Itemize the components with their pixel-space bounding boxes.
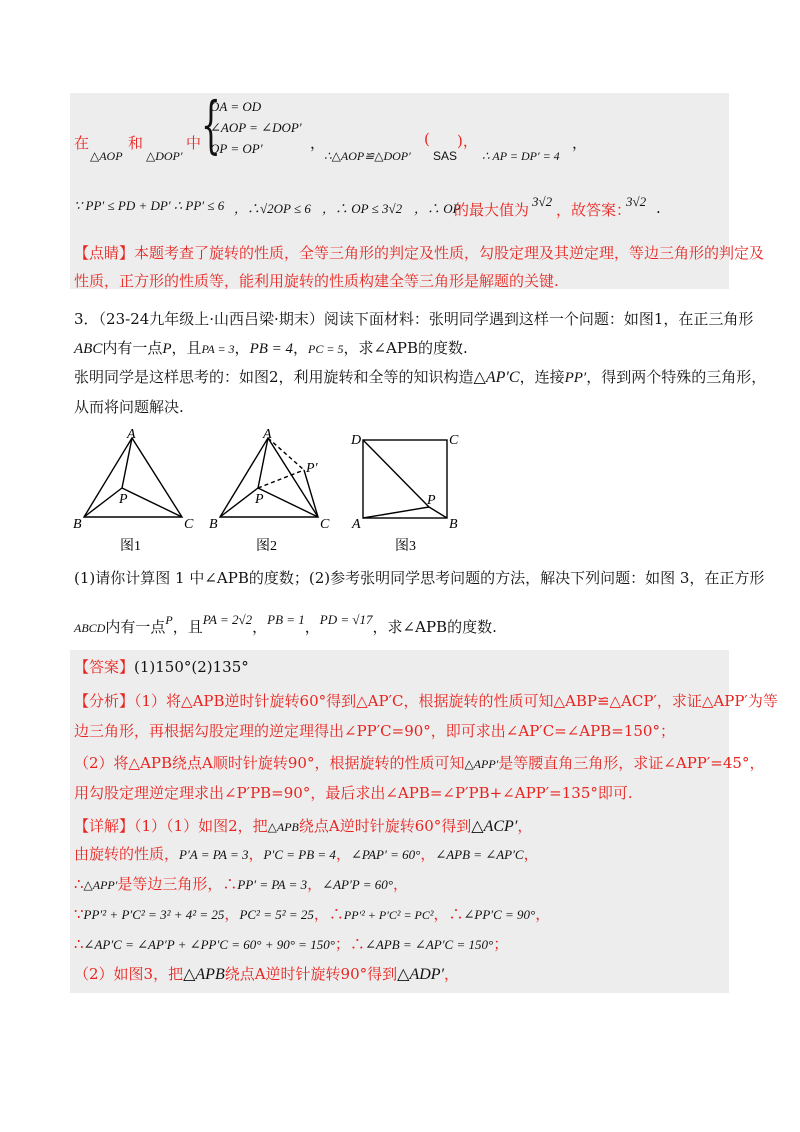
analysis-line-2: 边三角形，再根据勾股定理的逆定理得出∠PP′C=90°，即可求出∠AP′C=∠APB=150°； xyxy=(74,722,675,740)
fig1-pb xyxy=(84,488,122,517)
detail-5d: ∠APB = ∠AP′C = 150° xyxy=(364,937,494,952)
abc-text: ABC xyxy=(74,341,103,357)
fig2-label-c: C xyxy=(320,517,330,532)
answer-content: (1)150°(2)135° xyxy=(134,658,249,676)
analysis-line-4: 用勾股定理逆定理求出∠P′PB=90°，最后求出∠APB=∠P′PB+∠APP′=135°即可. xyxy=(74,784,633,802)
system-brace: { xyxy=(201,88,221,161)
detail-5c: ；∴ xyxy=(334,935,365,953)
detail-4f: PP′² + P′C² = PC² xyxy=(343,908,434,922)
detail-3a: ∴ xyxy=(74,875,84,893)
line2-d: ，∴ OP xyxy=(414,201,461,216)
fig2-cp-prime xyxy=(304,470,318,517)
line2-c: ，∴ OP ≤ 3√2 xyxy=(322,201,403,216)
fig3-label-a: A xyxy=(352,517,361,532)
fig3-label-c: C xyxy=(449,433,459,448)
p-text: P xyxy=(162,341,172,357)
detail-4a: ∵ xyxy=(74,905,84,923)
problem-line-1: 3．（23-24九年级上·山西吕梁·期末）阅读下面材料：张明同学遇到这样一个问题：如图1，在正三角形 xyxy=(74,310,754,328)
paren-close: )， xyxy=(457,132,478,150)
analysis-tri-app: △APP′ xyxy=(464,757,499,771)
q-inside-text: 内有一点 xyxy=(105,618,166,636)
system-line-3: OP = OP′ xyxy=(210,141,263,156)
detail-2c: ， xyxy=(248,845,264,863)
ask-apb: ，求∠APB的度数. xyxy=(343,339,468,357)
detail-2e: ， xyxy=(335,845,351,863)
detail-3f: ， xyxy=(307,875,323,893)
mid-word: 中 xyxy=(186,134,202,152)
think-text: 张明同学是这样思考的：如图2，利用旋转和全等的知识构造 xyxy=(74,368,474,386)
detail-2i: ， xyxy=(523,845,539,863)
detail-line-4 xyxy=(74,903,550,924)
detail-4i: ， xyxy=(535,905,551,923)
fig2-pb xyxy=(220,488,258,517)
fig2-label-b: B xyxy=(209,517,218,532)
comment-text-1: 本题考查了旋转的性质，全等三角形的判定及性质，勾股定理及其逆定理，等边三角形的判定及 xyxy=(134,244,765,262)
comment-line-2: 性质，正方形的性质等，能利用旋转的性质构建全等三角形是解题的关键. xyxy=(74,272,559,290)
pc-value: PC = 5 xyxy=(308,342,344,356)
tri-dop: △DOP′ xyxy=(146,149,183,163)
fig1-label-a: A xyxy=(127,427,136,442)
analysis-line-1 xyxy=(74,690,778,711)
answer-line xyxy=(74,656,249,677)
line2-e: 的最大值为 xyxy=(454,201,530,219)
sep-2: ， xyxy=(293,339,309,357)
analysis-text-1: （1）将△APB逆时针旋转60°得到△AP′C，根据旋转的性质可知△ABP≌△ACP′，求证△APP′为等 xyxy=(134,692,778,710)
detail-3c: 是等边三角形， xyxy=(117,875,223,893)
connect-text: ，连接 xyxy=(519,368,565,386)
detail-1e: ， xyxy=(517,817,533,835)
fig2-label-p-prime: P′ xyxy=(306,461,318,476)
detail-6d: △ADP′ xyxy=(397,966,445,983)
comment-label: 【点睛】 xyxy=(74,244,135,262)
comment-line-1 xyxy=(74,242,764,263)
ap-equation: ∴ AP = DP′ = 4 xyxy=(482,149,560,163)
q-sep-1: ， xyxy=(252,618,268,636)
detail-6c: 绕点A逆时针旋转90°得到 xyxy=(224,965,398,983)
pa-value: PA = 3 xyxy=(201,342,235,356)
detail-4e: ，∴ xyxy=(313,905,344,923)
analysis-label: 【分析】 xyxy=(74,692,135,710)
detail-4h: ∠PP′C = 90° xyxy=(463,907,536,922)
line2-i: . xyxy=(656,199,661,217)
sas-label: SAS xyxy=(433,149,458,163)
pb-value: PB = 4 xyxy=(249,341,294,357)
fig1-label-c: C xyxy=(184,517,194,532)
detail-1c: 绕点A逆时针旋转60°得到 xyxy=(298,817,472,835)
fig1-label-b: B xyxy=(73,517,82,532)
line2-h: 3√2 xyxy=(626,194,647,209)
line2-g: ，故答案： xyxy=(556,201,632,219)
detail-line-2 xyxy=(74,843,539,864)
detail-5b: ∠AP′C = ∠AP′P + ∠PP′C = 60° + 90° = 150° xyxy=(83,937,335,952)
problem-line-3 xyxy=(74,366,766,387)
detail-4c: ， xyxy=(224,905,240,923)
detail-2a: 由旋转的性质， xyxy=(74,845,180,863)
fig2-caption: 图2 xyxy=(256,539,277,554)
q-ask-apb: ，求∠APB的度数. xyxy=(372,618,497,636)
detail-2f: ∠PAP′ = 60° xyxy=(350,847,421,862)
figures-area xyxy=(60,420,480,560)
pp-text: PP′ xyxy=(564,370,587,386)
q-sep-2: ， xyxy=(304,618,320,636)
fig3-label-p: P xyxy=(427,493,436,508)
detail-5a: ∴ xyxy=(74,935,84,953)
fig3-pd xyxy=(363,440,429,507)
analysis-line-3 xyxy=(74,752,764,773)
sep-1: ， xyxy=(234,339,250,357)
detail-line-5 xyxy=(74,933,508,954)
special-tri-text: ，得到两个特殊的三角形， xyxy=(586,368,767,386)
tri-aop: △AOP xyxy=(90,149,123,163)
detail-2d: P′C = PB = 4 xyxy=(263,847,336,862)
detail-4b: PP′² + P′C² = 3² + 4² = 25 xyxy=(83,907,225,922)
figure-2 xyxy=(220,438,318,517)
problem-line-4: 从而将问题解决. xyxy=(74,398,184,416)
detail-6a: （2）如图3，把 xyxy=(74,965,184,983)
fig1-label-p: P xyxy=(119,492,128,507)
detail-3d: ∴ xyxy=(222,875,238,893)
figure-1 xyxy=(84,438,182,517)
detail-1d: △ACP′ xyxy=(471,818,518,835)
fig2-label-a: A xyxy=(263,427,272,442)
detail-line-1 xyxy=(74,815,532,836)
detail-6e: ， xyxy=(444,965,460,983)
and-text: ，且 xyxy=(171,339,202,357)
detail-6b: △APB xyxy=(183,966,225,983)
fig3-pa xyxy=(363,507,429,518)
analysis-text-3a: （2）将△APB绕点A顺时针旋转90°，根据旋转的性质可知 xyxy=(74,754,465,772)
detail-label: 【详解】 xyxy=(74,817,135,835)
question-line-2 xyxy=(74,612,497,637)
and-word: 和 xyxy=(128,134,144,152)
detail-4d: PC² = 5² = 25 xyxy=(239,907,314,922)
question-line-1: (1)请你计算图 1 中∠APB的度数；(2)参考张明同学思考问题的方法，解决下列问题：如图 3，在正方形 xyxy=(74,569,765,587)
inside-text: 内有一点 xyxy=(102,339,163,357)
q-pb-value: PB = 1 xyxy=(267,612,305,627)
q-pd-value: PD = √17 xyxy=(319,612,373,627)
congruent-statement: ∴△AOP≌△DOP′ xyxy=(324,149,411,163)
fig3-caption: 图3 xyxy=(395,539,416,554)
fig2-label-p: P xyxy=(255,492,264,507)
problem-line-2 xyxy=(74,337,468,358)
comma-1: ， xyxy=(310,134,326,152)
q-p-text: P xyxy=(165,613,173,627)
line2-b: ，∴√2OP ≤ 6 xyxy=(234,201,311,216)
line2-f: 3√2 xyxy=(532,194,553,209)
fig3-label-b: B xyxy=(449,517,458,532)
detail-line-6 xyxy=(74,963,459,984)
detail-2h: ∠APB = ∠AP′C xyxy=(435,847,524,862)
detail-3h: ， xyxy=(392,875,408,893)
system-line-1: OA = OD xyxy=(210,99,262,114)
detail-1b: △APB xyxy=(267,820,299,834)
fig3-pb xyxy=(429,507,447,518)
fig3-label-d: D xyxy=(351,433,362,448)
detail-3g: ∠AP′P = 60° xyxy=(322,877,393,892)
detail-2g: ， xyxy=(420,845,436,863)
tri-apc: △AP′C xyxy=(473,369,520,386)
detail-1a: （1）（1）如图2，把 xyxy=(134,817,268,835)
detail-4g: ，∴ xyxy=(433,905,464,923)
detail-line-3 xyxy=(74,873,408,894)
detail-5e: ； xyxy=(493,935,509,953)
detail-3e: PP′ = PA = 3 xyxy=(237,877,308,892)
analysis-text-3c: 是等腰直角三角形，求证∠APP′=45°， xyxy=(498,754,765,772)
fig1-caption: 图1 xyxy=(120,539,141,554)
answer-label: 【答案】 xyxy=(74,658,135,676)
detail-2b: P′A = PA = 3 xyxy=(179,847,249,862)
system-line-2: ∠AOP = ∠DOP′ xyxy=(210,120,302,135)
detail-3b: △APP′ xyxy=(83,878,118,892)
q-and-text: ，且 xyxy=(172,618,203,636)
fig2-pp-prime xyxy=(258,470,304,488)
paren-open: ( xyxy=(424,130,430,148)
line2-a: ∵ PP′ ≤ PD + DP′ ∴ PP′ ≤ 6 xyxy=(74,198,225,213)
q-pa-value: PA = 2√2 xyxy=(202,612,253,627)
comma-2: ， xyxy=(572,134,588,152)
in-word: 在 xyxy=(74,134,90,152)
abcd-text: ABCD xyxy=(74,621,106,635)
